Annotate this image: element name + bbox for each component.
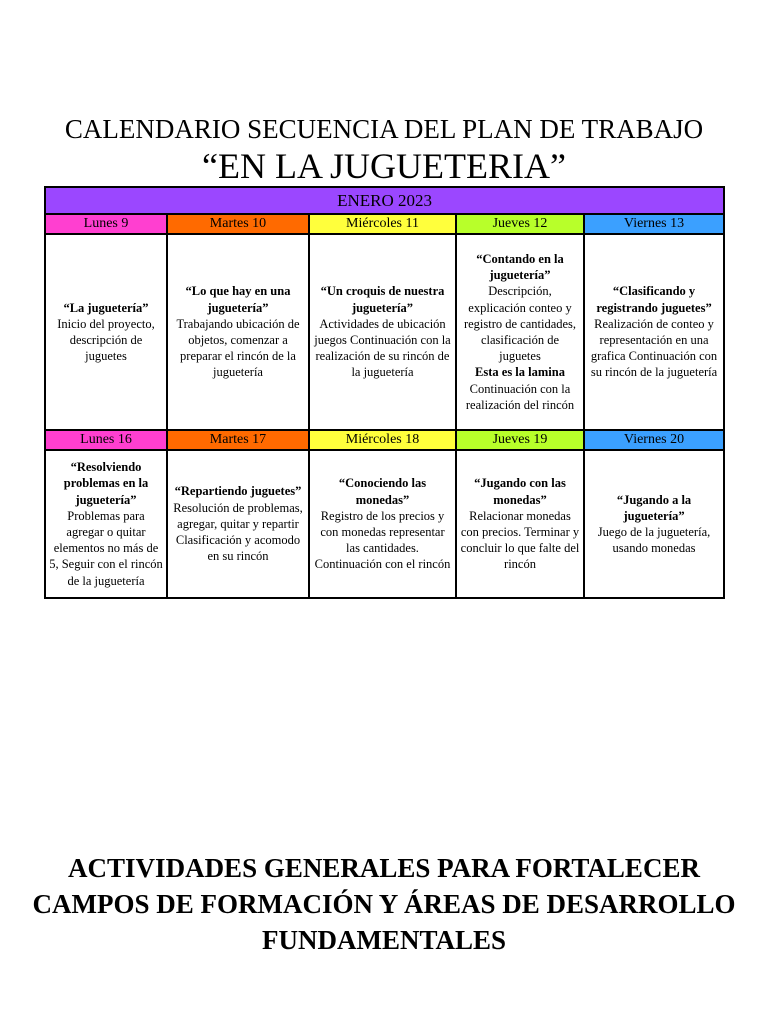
activity-cell [456, 234, 584, 430]
day-header: Viernes 20 [584, 430, 724, 450]
day-header: Miércoles 18 [309, 430, 456, 450]
activity-title: “Un croquis de nuestra juguetería” [320, 284, 445, 315]
activity-cell [45, 450, 167, 598]
activity-cell [45, 234, 167, 430]
activity-cell [584, 234, 724, 430]
day-header: Jueves 19 [456, 430, 584, 450]
activity-title: “Lo que hay en una juguetería” [185, 284, 291, 315]
day-header: Lunes 9 [45, 214, 167, 234]
day-header: Lunes 16 [45, 430, 167, 450]
activity-text: Actividades de ubicación juegos Continuación con la realización de su rincón de la juguetería [314, 316, 451, 380]
activity-text: Realización de conteo y representación en una grafica Continuación con su rincón de la juguetería [590, 316, 718, 380]
activity-title: “La juguetería” [63, 300, 149, 315]
activity-title: “Jugando a la juguetería” [616, 492, 692, 523]
activity-cell [456, 450, 584, 598]
activity-title: “Clasificando y registrando juguetes” [596, 284, 712, 315]
activity-cell [167, 234, 309, 430]
calendar-table [44, 186, 725, 599]
activity-cell [309, 234, 456, 430]
activity-title: “Jugando con las monedas” [474, 476, 566, 507]
activity-title: “Resolviendo problemas en la juguetería” [63, 460, 149, 507]
day-header: Martes 17 [167, 430, 309, 450]
activity-text: Descripción, explicación conteo y registro de cantidades, clasificación de juguetes [463, 284, 577, 364]
activity-title: “Contando en la juguetería” [476, 251, 564, 283]
activity-text: Relacionar monedas con precios. Terminar y concluir lo que falte del rincón [460, 508, 580, 572]
activity-title: “Repartiendo juguetes” [174, 484, 302, 499]
activity-cell [167, 450, 309, 598]
activity-text: Continuación con la realización del rincón [465, 381, 575, 412]
title-line-1: CALENDARIO SECUENCIA DEL PLAN DE TRABAJO [64, 114, 704, 144]
day-header: Martes 10 [167, 214, 309, 234]
activity-title: “Conociendo las monedas” [338, 476, 427, 507]
section-heading: ACTIVIDADES GENERALES PARA FORTALECER CAMPOS DE FORMACIÓN Y ÁREAS DE DESARROLLO FUNDAMENTALES [32, 853, 736, 955]
day-header: Jueves 12 [456, 214, 584, 234]
day-header: Viernes 13 [584, 214, 724, 234]
activity-text: Registro de los precios y con monedas representar las cantidades. Continuación con el rincón [314, 508, 451, 572]
activity-text: Resolución de problemas, agregar, quitar y repartir Clasificación y acomodo en su rincón [173, 500, 303, 564]
day-header: Miércoles 11 [309, 214, 456, 234]
activity-cell [584, 450, 724, 598]
activity-text: Trabajando ubicación de objetos, comenzar a preparar el rincón de la juguetería [176, 316, 300, 380]
month-header: ENERO 2023 [45, 187, 724, 214]
activity-cell [309, 450, 456, 598]
activity-text: Problemas para agregar o quitar elementos no más de 5, Seguir con el rincón de la juguetería [49, 508, 163, 588]
activity-text: Juego de la juguetería, usando monedas [597, 525, 711, 556]
title-line-2: “EN LA JUGUETERIA” [202, 146, 566, 186]
activity-subtitle: Esta es la lamina [475, 365, 565, 380]
activity-text: Inicio del proyecto, descripción de juguetes [57, 316, 155, 364]
